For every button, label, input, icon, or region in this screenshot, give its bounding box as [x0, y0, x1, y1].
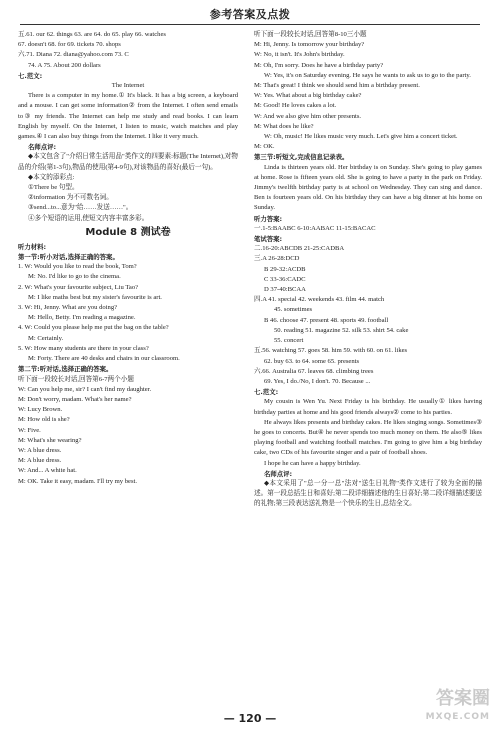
watermark-logo: [400, 690, 490, 730]
watermark-main: 答案圈: [436, 688, 490, 709]
text-line: B 46. choose 47. present 48. sports 49. football: [264, 316, 389, 324]
text-line: 听下面一段较长对话,回答第8-10三小题: [254, 31, 367, 38]
text-line: ◆本文采用了"总一分一总"法对"送生日礼物"类作文进行了较为全面的描述。第一段总括生日和喜好;第二段详细描述他的生日喜好;第二段详细描述要送的礼物;第三段表达送礼物是一个快乐的生日,总结全文。: [254, 479, 482, 508]
text-line: M: A blue dress.: [18, 457, 62, 465]
text-line: ①There be 句型。: [28, 184, 79, 192]
text-line: 第一节:听小对话,选择正确的答案。: [18, 253, 119, 262]
text-line: 笔试答案:: [254, 235, 283, 244]
text-line: ②information 为不可数名词。: [28, 194, 113, 202]
left-lines-2: [18, 242, 238, 487]
text-line: 四.A 41. special 42. weekends 43. film 44. match: [254, 296, 385, 304]
left-column: [18, 30, 238, 487]
text-line: M: Hi, Jenny. Is tomorrow your birthday?: [254, 41, 365, 49]
right-column: [254, 30, 482, 510]
text-line: 第三节:听短文,完成信息记录表。: [254, 153, 349, 162]
module-title: Module 8 测试卷: [85, 226, 171, 238]
text-line: C 33-36:CADC: [264, 275, 306, 283]
text-line: 听力答案:: [254, 214, 283, 223]
text-line: 一.1-5:BAABC 6-10:AABAC 11-15:BACAC: [254, 224, 376, 232]
text-line: M: Forty. There are 40 desks and chairs in our classroom.: [28, 355, 180, 363]
text-line: 听下面一段较长对话,回答第6-7两个小题: [18, 375, 134, 383]
text-line: W: Yes. What about a big birthday cake?: [254, 92, 362, 100]
text-line: W: Oh, music! He likes music very much. Let's give him a concert ticket.: [264, 133, 458, 141]
text-line: 50. reading 51. magazine 52. silk 53. shirt 54. cake: [274, 326, 409, 334]
text-line: W: A blue dress.: [18, 446, 62, 454]
header-rule: [20, 24, 480, 25]
text-line: M: Certainly.: [28, 334, 64, 342]
text-line: ◆本文包含了"介绍日常生活用品"类作文的四要素:标题(The Internet),对物品的介绍(第1-3句),物品的使用(第4-9句),对该物品的喜好(最后一句)。: [18, 153, 238, 171]
text-line: 三.A 26-28:DCD: [254, 255, 300, 263]
text-line: 六.71. Diana 72. diana@yahoo.com 73. C: [18, 51, 129, 59]
text-line: 第二节:听对话,选择正确的答案。: [18, 365, 113, 374]
text-line: 二.16-20:ABCDB 21-25:CADBA: [254, 245, 345, 253]
text-line: 1. W: Would you like to read the book, Tom?: [18, 263, 137, 271]
text-line: M: Don't worry, madam. What's her name?: [18, 395, 132, 403]
text-line: 五.61. our 62. things 63. are 64. do 65. play 66. watches: [18, 31, 166, 38]
page-number: — 120 —: [223, 712, 277, 725]
text-line: 七.范文:: [18, 71, 43, 80]
text-line: 67. doesn't 68. for 69. tickets 70. shops: [18, 41, 121, 49]
text-line: M: Hello, Betty. I'm reading a magazine.: [28, 314, 136, 322]
left-lines: [18, 30, 238, 224]
text-line: M: I like maths best but my sister's favourite is art.: [28, 293, 162, 301]
text-line: B 29-32:ACDB: [264, 265, 306, 273]
text-line: ③send...to...意为"给……发送……"。: [28, 204, 133, 212]
text-line: 69. Yes, I do./No, I don't. 70. Because ...: [264, 377, 371, 385]
text-line: W: No, it isn't. It's John's birthday.: [254, 51, 345, 59]
text-line: W: Yes, it's on Saturday evening. He says he wants to ask us to go to the party.: [264, 71, 471, 79]
text-line: 七.范文:: [254, 388, 279, 397]
text-line: ◆本文的添彩点:: [28, 173, 75, 181]
text-line: M: OK. Take it easy, madam. I'll try my best.: [18, 477, 138, 485]
text-line: W: Five.: [18, 426, 41, 434]
text-line: M: What does he like?: [254, 122, 314, 130]
text-line: The Internet: [111, 82, 145, 90]
text-line: M: That's great! I think we should send him a birthday present.: [254, 82, 420, 90]
text-line: 听力材料:: [18, 242, 47, 251]
right-lines: [254, 30, 482, 510]
text-line: 55. concert: [274, 337, 304, 345]
text-line: M: Oh, I'm sorry. Does he have a birthday party?: [254, 61, 384, 69]
text-line: He always likes presents and birthday cakes. He likes singing songs. Sometimes③ he goes to concerts. But④ he never spends too much money on them. He also⑤ likes playing football and watching football matches. I'm going to give him a big birthday cake, two CDs of his favourite singer and a pair of football shoes.: [254, 418, 482, 457]
text-line: M: No. I'd like to go to the cinema.: [28, 273, 121, 281]
text-line: W: Can you help me, sir? I can't find my daughter.: [18, 385, 152, 393]
text-line: 62. buy 63. to 64. some 65. presents: [264, 357, 360, 365]
text-line: 六.66. Australia 67. leaves 68. climbing trees: [254, 367, 374, 375]
text-line: ④多个短语的运用,使短文内容丰富多彩。: [28, 214, 149, 222]
text-line: M: Good! He loves cakes a lot.: [254, 102, 337, 110]
text-line: M: OK.: [254, 143, 275, 151]
text-line: W: And we also give him other presents.: [254, 112, 362, 120]
page-header: 参考答案及点拨: [209, 8, 291, 21]
text-line: 名师点评:: [264, 469, 293, 478]
watermark-sub: MXQE.COM: [425, 712, 490, 722]
text-line: 2. W: What's your favourite subject, Liu Tao?: [18, 283, 139, 291]
text-line: 45. sometimes: [274, 306, 313, 314]
text-line: 5. W: How many students are there in your class?: [18, 344, 149, 352]
text-line: I hope he can have a happy birthday.: [264, 459, 361, 467]
text-line: M: What's she wearing?: [18, 436, 82, 444]
text-line: 3. W: Hi, Jenny. What are you doing?: [18, 304, 118, 312]
text-line: W: Lucy Brown.: [18, 406, 63, 414]
text-line: W: And... A white hat.: [18, 467, 77, 475]
text-line: My cousin is Wen Yu. Next Friday is his birthday. He usually① likes having birthday parties at home and his good friends always② come to his parties.: [254, 398, 482, 416]
text-line: D 37-40:BCAA: [264, 286, 306, 294]
text-line: M: How old is she?: [18, 416, 70, 424]
text-line: 五.56. watching 57. goes 58. him 59. with 60. on 61. likes: [254, 347, 408, 355]
text-line: 名师点评:: [28, 143, 57, 152]
text-line: Linda is thirteen years old. Her birthday is on Sunday. She's going to play games at home. Rose is fifteen years old. She is going to have a party in the park on Friday. Jimmy's twelfth birthday party is at school on Wednesday. They can sing and dance. Ben is fourteen years old. On his birthday they can have a big dinner at his home on Sunday.: [254, 163, 482, 212]
text-line: There is a computer in my home.① It's black. It has a big screen, a keyboard and a mouse. I can get some information② from the Internet. I often send emails to③ my friends. The Internet can help me study and read books. I can learn English by myself. On the Internet, I listen to music, watch matches and play games.④ I can also buy things from the Internet. I like it very much.: [18, 92, 238, 141]
text-line: 74. A 75. About 200 dollars: [28, 61, 101, 69]
text-line: 4. W: Could you please help me put the bag on the table?: [18, 324, 169, 332]
